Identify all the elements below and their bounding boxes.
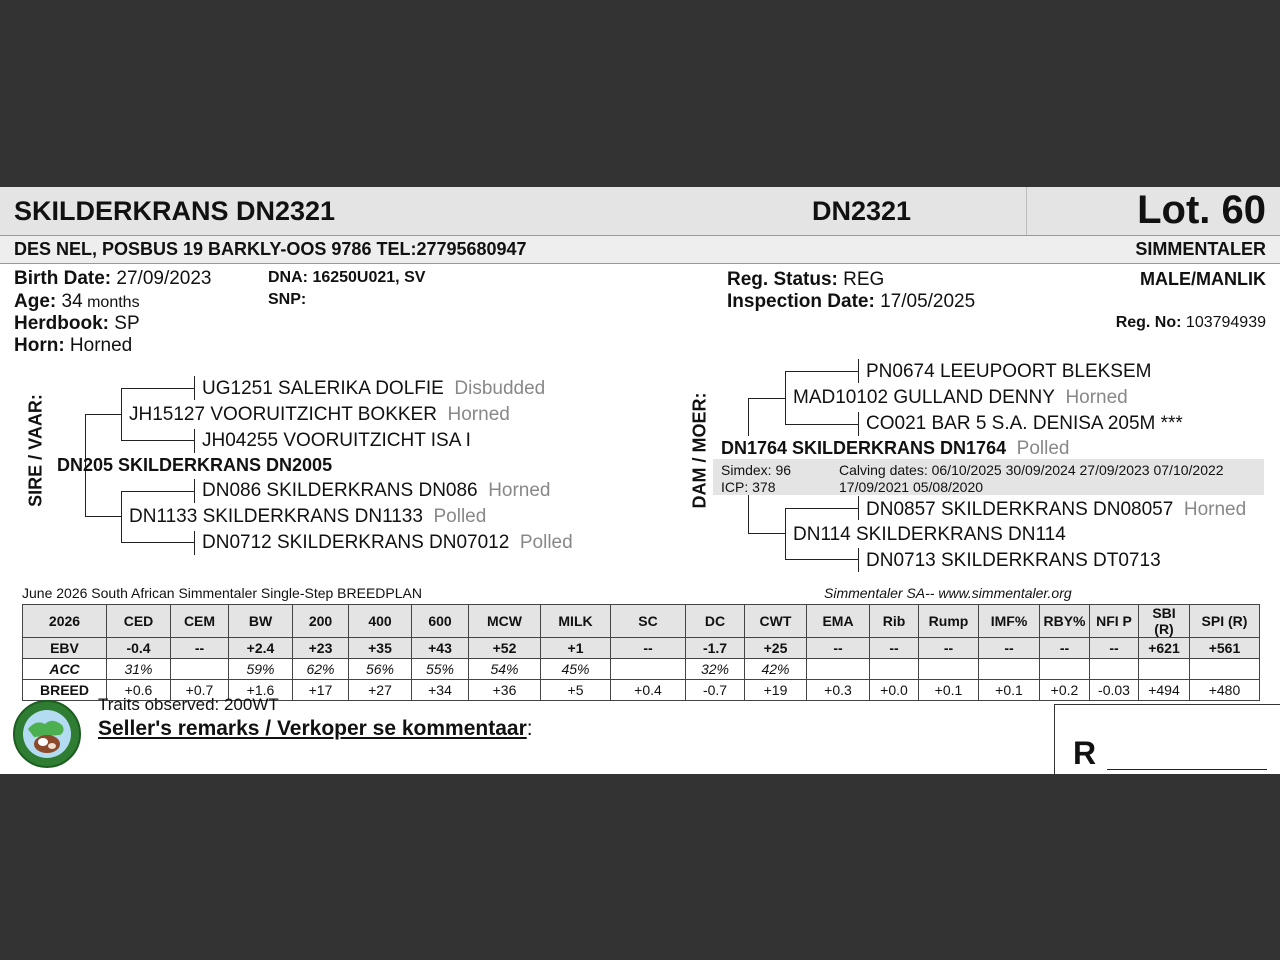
pedigree-dss: PN0674 LEEUPOORT BLEKSEM <box>866 361 1152 382</box>
ebv-cell: +494 <box>1139 680 1190 701</box>
ebv-cell <box>807 659 870 680</box>
ebv-cell: MILK <box>541 605 611 638</box>
herdbook: Herdbook: SP <box>14 313 140 334</box>
ebv-cell: SC <box>611 605 686 638</box>
ebv-cell: +480 <box>1190 680 1260 701</box>
price-line <box>1107 769 1267 770</box>
ebv-cell: ACC <box>23 659 107 680</box>
ebv-cell: -- <box>979 638 1040 659</box>
ebv-cell: +2.4 <box>229 638 293 659</box>
dam-side-label: DAM / MOER: <box>689 392 710 509</box>
ebv-cell: -- <box>1040 638 1090 659</box>
ebv-cell: +561 <box>1190 638 1260 659</box>
owner-bar <box>0 236 1280 264</box>
ebv-cell: +0.0 <box>870 680 919 701</box>
ebv-cell: +621 <box>1139 638 1190 659</box>
animal-id: DN2321 <box>812 196 912 226</box>
ebv-cell: SPI (R) <box>1190 605 1260 638</box>
ebv-cell: 62% <box>293 659 349 680</box>
ebv-cell <box>1090 659 1139 680</box>
pedigree-dam: DN1764 SKILDERKRANS DN1764 Polled <box>721 438 1070 459</box>
lot-number: Lot. 60 <box>1137 188 1266 232</box>
reg-status: Reg. Status: REG <box>727 269 885 290</box>
ebv-cell: SBI (R) <box>1139 605 1190 638</box>
ebv-cell: +1.6 <box>229 680 293 701</box>
ebv-table <box>22 604 1260 701</box>
dam-simdex: Simdex: 96 <box>721 462 792 478</box>
owner-info: DES NEL, POSBUS 19 BARKLY-OOS 9786 TEL:27795680947 <box>14 239 527 259</box>
ebv-row <box>23 638 1260 659</box>
horn-status: Horn: Horned <box>14 335 133 356</box>
ebv-cell: +0.3 <box>807 680 870 701</box>
dna-info: DNA: 16250U021, SV <box>268 269 426 286</box>
ebv-cell: EMA <box>807 605 870 638</box>
ebv-cell: EBV <box>23 638 107 659</box>
pedigree-dd: DN114 SKILDERKRANS DN114 <box>793 524 1066 545</box>
ebv-cell: -- <box>611 638 686 659</box>
snp-info: SNP: <box>268 291 307 308</box>
title-bar <box>0 187 1280 236</box>
simmentaler-logo <box>12 699 82 769</box>
ebv-cell: 31% <box>107 659 171 680</box>
ebv-cell: IMF% <box>979 605 1040 638</box>
ebv-cell: +23 <box>293 638 349 659</box>
pedigree-dsd: CO021 BAR 5 S.A. DENISA 205M *** <box>866 413 1183 434</box>
ebv-cell: -0.7 <box>686 680 745 701</box>
ebv-cell: +43 <box>412 638 469 659</box>
ebv-cell: Rump <box>919 605 979 638</box>
breedplan-title: June 2026 South African Simmentaler Single-Step BREEDPLAN <box>22 585 422 601</box>
ebv-cell: 32% <box>686 659 745 680</box>
ebv-cell: -0.03 <box>1090 680 1139 701</box>
ebv-cell: +35 <box>349 638 412 659</box>
ebv-cell: 42% <box>745 659 807 680</box>
pedigree-ss: JH15127 VOORUITZICHT BOKKER Horned <box>129 404 510 425</box>
ebv-cell <box>870 659 919 680</box>
sire-side-label: SIRE / VAAR: <box>25 394 46 507</box>
ebv-cell: -1.7 <box>686 638 745 659</box>
ebv-cell <box>611 659 686 680</box>
ebv-cell <box>171 659 229 680</box>
dam-icp: ICP: 378 <box>721 479 776 495</box>
ebv-cell <box>1040 659 1090 680</box>
ebv-cell: +0.2 <box>1040 680 1090 701</box>
ebv-cell: +25 <box>745 638 807 659</box>
ebv-cell: 2026 <box>23 605 107 638</box>
ebv-cell: +1 <box>541 638 611 659</box>
sellers-remarks-heading: Seller's remarks / Verkoper se kommentaar: <box>98 717 533 740</box>
pedigree-ddd: DN0713 SKILDERKRANS DT0713 <box>866 550 1161 571</box>
ebv-cell: -0.4 <box>107 638 171 659</box>
ebv-cell <box>979 659 1040 680</box>
birth-date: Birth Date: 27/09/2023 <box>14 268 212 289</box>
ebv-cell: CWT <box>745 605 807 638</box>
ebv-cell: CEM <box>171 605 229 638</box>
ebv-cell: 45% <box>541 659 611 680</box>
acc-row <box>23 659 1260 680</box>
reg-number: Reg. No: 103794939 <box>1115 314 1266 331</box>
ebv-cell: 600 <box>412 605 469 638</box>
traits-observed: Traits observed: 200WT <box>98 695 279 714</box>
ebv-header-row <box>23 605 1260 638</box>
pedigree-dds: DN0857 SKILDERKRANS DN08057 Horned <box>866 499 1247 520</box>
ebv-cell: 54% <box>469 659 541 680</box>
ebv-cell: +52 <box>469 638 541 659</box>
price-box[interactable] <box>1054 704 1280 774</box>
ebv-cell: BREED <box>23 680 107 701</box>
pedigree-sds: DN086 SKILDERKRANS DN086 Horned <box>202 480 551 501</box>
ebv-cell: 56% <box>349 659 412 680</box>
pedigree-sire: DN205 SKILDERKRANS DN2005 <box>57 455 333 475</box>
animal-name: SKILDERKRANS DN2321 <box>14 196 336 226</box>
breedplan-source: Simmentaler SA-- www.simmentaler.org <box>824 585 1072 601</box>
ebv-cell: +36 <box>469 680 541 701</box>
ebv-cell: +0.1 <box>919 680 979 701</box>
ebv-cell: -- <box>870 638 919 659</box>
ebv-cell: -- <box>1090 638 1139 659</box>
ebv-cell: 55% <box>412 659 469 680</box>
ebv-cell: -- <box>919 638 979 659</box>
ebv-cell: -- <box>807 638 870 659</box>
ebv-cell: +0.4 <box>611 680 686 701</box>
ebv-cell: 200 <box>293 605 349 638</box>
ebv-cell: RBY% <box>1040 605 1090 638</box>
price-currency-label: R <box>1073 735 1097 771</box>
pedigree-sss: UG1251 SALERIKA DOLFIE Disbudded <box>202 378 546 399</box>
ebv-cell: -- <box>171 638 229 659</box>
ebv-cell: DC <box>686 605 745 638</box>
ebv-cell: +17 <box>293 680 349 701</box>
pedigree-sd: DN1133 SKILDERKRANS DN1133 Polled <box>129 506 487 527</box>
ebv-cell <box>1190 659 1260 680</box>
ebv-cell: BW <box>229 605 293 638</box>
pedigree-sdd: DN0712 SKILDERKRANS DN07012 Polled <box>202 532 573 553</box>
dam-calving-dates: Calving dates: 06/10/2025 30/09/2024 27/09/2023 07/10/2022 <box>839 462 1224 478</box>
ebv-cell: 400 <box>349 605 412 638</box>
ebv-cell: Rib <box>870 605 919 638</box>
pedigree-ssd: JH04255 VOORUITZICHT ISA I <box>202 430 471 451</box>
breed-name: SIMMENTALER <box>1135 239 1266 259</box>
ebv-cell: +19 <box>745 680 807 701</box>
ebv-cell: MCW <box>469 605 541 638</box>
lot-card <box>0 187 1280 774</box>
age: Age: 34 months <box>14 291 140 312</box>
ebv-cell: +0.6 <box>107 680 171 701</box>
ebv-cell: 59% <box>229 659 293 680</box>
ebv-cell: +0.7 <box>171 680 229 701</box>
ebv-cell: +27 <box>349 680 412 701</box>
ebv-cell: +0.1 <box>979 680 1040 701</box>
ebv-cell: NFI P <box>1090 605 1139 638</box>
ebv-cell: +5 <box>541 680 611 701</box>
pedigree-ds: MAD10102 GULLAND DENNY Horned <box>793 387 1128 408</box>
ebv-cell <box>1139 659 1190 680</box>
ebv-cell <box>919 659 979 680</box>
ebv-cell: +34 <box>412 680 469 701</box>
inspection-date: Inspection Date: 17/05/2025 <box>727 291 976 312</box>
dam-calving-dates-2: 17/09/2021 05/08/2020 <box>839 479 984 495</box>
ebv-cell: CED <box>107 605 171 638</box>
sex-label: MALE/MANLIK <box>1140 269 1266 289</box>
